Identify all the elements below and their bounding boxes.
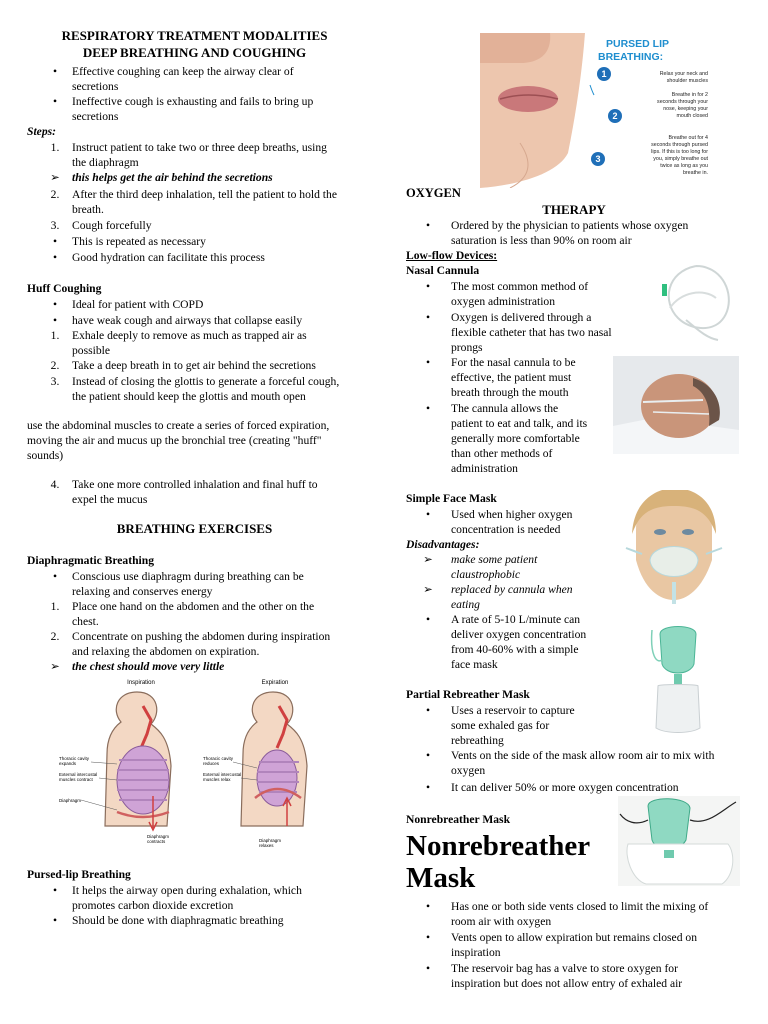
arrow-bullet-icon: ➢ [423,583,433,596]
expiration-figure [241,692,307,826]
list-item: The most common method of oxygen administration [451,280,589,308]
list-item: Has one or both side vents closed to limit the mixing of room air with oxygen [451,900,709,928]
step-text: seconds through your [657,99,708,105]
list-item: replaced by cannula when eating [451,583,573,611]
nonrebreather-big-heading: Nonrebreather Mask [406,830,591,894]
bullet-marker: • [52,570,58,583]
diagram-label: External intercostal [59,772,98,777]
step-number: 1 [601,69,607,79]
list-item: Good hydration can facilitate this process [72,251,265,264]
list-item: For the nasal cannula to be effective, the patient must breath through the mouth [451,356,576,399]
bullet-marker: • [425,219,431,232]
simple-face-mask-heading: Simple Face Mask [406,492,497,505]
list-item: Should be done with diaphragmatic breathing [72,914,284,927]
nasal-cannula-image [656,258,742,342]
list-item: Oxygen is delivered through a flexible catheter that has two nasal prongs [451,311,612,354]
bullet-marker: • [425,280,431,293]
list-item: Vents open to allow expiration but remains closed on inspiration [451,931,697,959]
list-marker: 1. [50,329,60,342]
list-item: Instead of closing the glottis to generate a forceful cough, the patient should keep the glottis and mouth open [72,375,340,403]
list-item: the chest should move very little [72,660,225,673]
section-title-breathing-exercises: BREATHING EXERCISES [116,521,273,536]
diagram-label: reduces [203,761,220,766]
bullet-marker: • [52,95,58,108]
step-text: seconds through pursed [651,142,708,148]
list-item: This is repeated as necessary [72,235,206,248]
list-item: The reservoir bag has a valve to store oxygen for inspiration but does not allow entry of exhaled air [451,962,683,990]
list-item: The cannula allows the patient to eat and talk, and its generally more comfortable than other methods of administration [451,402,588,475]
section-title-deep-breathing: DEEP BREATHING AND COUGHING [82,45,307,60]
diagram-label: Diaphragm [259,838,282,843]
mask-shape [650,547,698,577]
list-item: After the third deep inhalation, tell the patient to hold the breath. [72,188,337,216]
bullet-marker: • [425,900,431,913]
step-text: nose, keeping your [663,106,708,112]
list-marker: 3. [50,375,60,388]
lips-shape [498,86,558,112]
step-text: Relax your neck and [659,71,708,77]
disadvantages-label: Disadvantages: [406,538,480,551]
low-flow-heading: Low-flow Devices: [406,249,498,262]
infographic-title: BREATHING: [598,51,664,63]
bullet-marker: • [425,781,431,794]
face-shape [641,374,717,438]
diagram-label: External intercostal [203,772,242,777]
list-item: A rate of 5-10 L/minute can deliver oxygen concentration from 40-60% with a simple face mask [451,613,587,671]
infographic-title: PURSED LIP [606,38,670,50]
diagram-label: muscles relax [203,777,231,782]
patient-cannula-photo [613,356,739,454]
list-item: Take a deep breath in to get air behind the secretions [72,359,316,372]
bullet-marker: • [425,311,431,324]
list-item: Take one more controlled inhalation and final huff to expel the mucus [72,478,318,506]
step-text: lips. If this is too long for [651,149,708,155]
pursed-lip-infographic [480,33,715,188]
step-number: 2 [612,111,618,121]
bullet-marker: • [52,298,58,311]
mask-shape [660,627,696,674]
list-item: Uses a reservoir to capture some exhaled gas for rebreathing [451,704,575,747]
list-marker: 2. [50,188,60,201]
diagram-label: expands [59,761,77,766]
partial-rebreather-image [650,624,706,734]
step-text: Breathe in for 2 [671,92,708,98]
pursed-lip-heading: Pursed-lip Breathing [27,868,131,881]
bullet-marker: • [425,402,431,415]
bullet-marker: • [52,235,58,248]
mask-shape [648,799,690,849]
huff-paragraph: use the abdominal muscles to create a series of forced expiration, moving the air and mucus up the bronchial tree (creating "huff" sounds) [27,419,330,462]
list-item: have weak cough and airways that collapse easily [72,314,303,327]
bullet-marker: • [425,931,431,944]
oxygen-heading: OXYGEN [406,186,461,200]
reservoir-bag-shape [627,844,733,884]
bullet-marker: • [425,704,431,717]
list-item: Cough forcefully [72,219,152,232]
steps-label: Steps: [27,125,56,138]
bullet-marker: • [425,356,431,369]
arrow-bullet-icon: ➢ [423,553,433,566]
step-text: twice as long as you [660,163,708,169]
list-marker: 4. [50,478,60,491]
diagram-label: contracts [147,839,166,844]
bullet-marker: • [52,884,58,897]
bullet-marker: • [425,962,431,975]
list-item: Place one hand on the abdomen and the other on the chest. [72,600,315,628]
list-item: Effective coughing can keep the airway clear of secretions [72,65,294,93]
list-marker: 3. [50,219,60,232]
step-text: breathe in. [682,170,708,176]
bullet-marker: • [425,749,431,762]
diagram-label: muscles contract [59,777,93,782]
main-title: RESPIRATORY TREATMENT MODALITIES [61,28,328,43]
nasal-cannula-heading: Nasal Cannula [406,264,480,277]
breathing-diagram [55,676,319,852]
diagram-label: Diaphragm [59,798,82,803]
diagram-label: Inspiration [127,680,155,686]
list-item: Exhale deeply to remove as much as trapped air as possible [72,329,307,357]
diagram-label: relaxes [259,843,274,848]
list-item: Instruct patient to take two or three deep breaths, using the diaphragm [72,141,327,169]
partial-rebreather-heading: Partial Rebreather Mask [406,688,530,701]
list-marker: 1. [50,141,60,154]
nonrebreather-small-heading: Nonrebreather Mask [406,813,511,826]
list-item: It helps the airway open during exhalation, which promotes carbon dioxide excretion [72,884,302,912]
list-item: Concentrate on pushing the abdomen during inspiration and relaxing the abdomen on expiration. [72,630,331,658]
therapy-heading: THERAPY [542,202,606,217]
huff-coughing-heading: Huff Coughing [27,282,102,295]
list-item: Ordered by the physician to patients whose oxygen saturation is less than 90% on room air [451,219,689,247]
list-item: Vents on the side of the mask allow room air to mix with oxygen [451,749,715,777]
step-number: 3 [595,154,601,164]
connector-shape [662,284,667,296]
list-item: make some patient claustrophobic [451,553,538,581]
bullet-marker: • [52,65,58,78]
bullet-marker: • [425,613,431,626]
simple-mask-photo [622,490,724,604]
step-text: mouth closed [676,113,708,119]
list-marker: 2. [50,359,60,372]
diagram-label: Thoracic cavity [59,756,90,761]
diagram-label: Thoracic cavity [203,756,234,761]
step-text: Breathe out for 4 [668,135,708,141]
bullet-marker: • [52,914,58,927]
list-item: Ineffective cough is exhausting and fails to bring up secretions [72,95,314,123]
bullet-marker: • [425,508,431,521]
list-marker: 1. [50,600,60,613]
step-text: shoulder muscles [666,78,708,84]
list-item: Used when higher oxygen concentration is needed [451,508,573,536]
list-item: It can deliver 50% or more oxygen concentration [451,781,679,794]
list-item: Ideal for patient with COPD [72,298,204,311]
diaphragmatic-heading: Diaphragmatic Breathing [27,554,154,567]
arrow-bullet-icon: ➢ [50,660,60,673]
arrow-bullet-icon: ➢ [50,171,60,184]
list-item: this helps get the air behind the secretions [72,171,273,184]
diagram-label: Diaphragm [147,834,170,839]
bullet-marker: • [52,314,58,327]
list-marker: 2. [50,630,60,643]
step-text: you, simply breathe out [653,156,708,162]
nonrebreather-photo [618,796,740,886]
bullet-marker: • [52,251,58,264]
list-item: Conscious use diaphragm during breathing can be relaxing and conserves energy [72,570,304,598]
diagram-label: Expiration [261,680,289,686]
reservoir-bag-shape [656,685,700,733]
